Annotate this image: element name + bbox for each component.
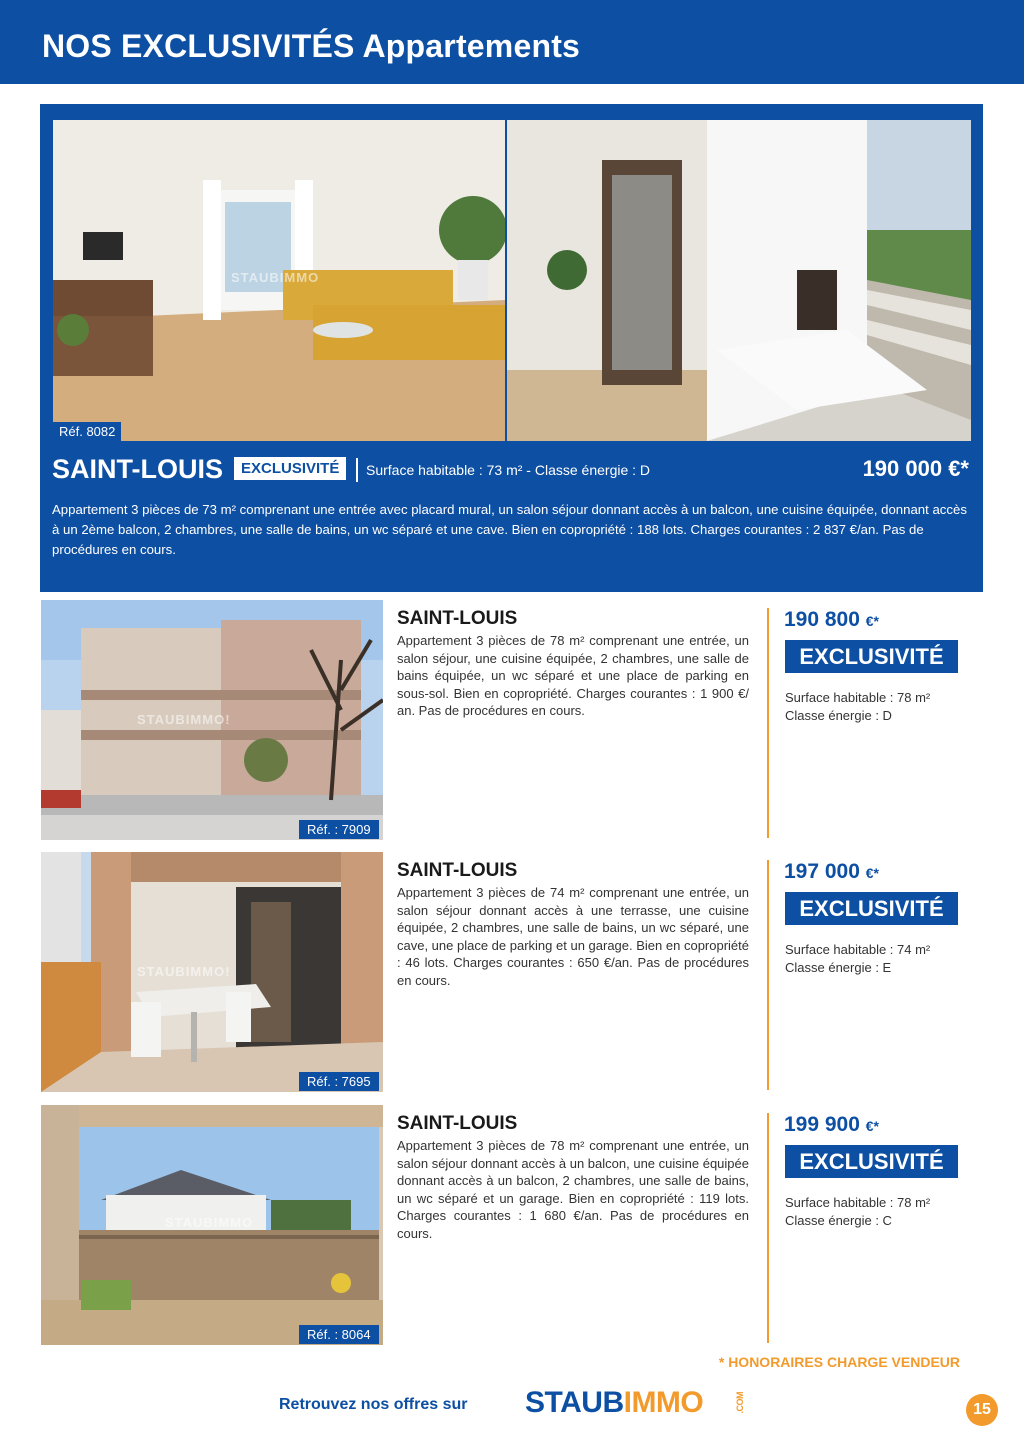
listing-ref-tag: Réf. : 8064 xyxy=(299,1325,379,1344)
listing-surface: Surface habitable : 74 m² xyxy=(785,942,931,957)
logo-part-immo: IMMO xyxy=(623,1386,704,1419)
photo-watermark: STAUBIMMO xyxy=(165,1215,254,1230)
price-currency: €* xyxy=(865,865,879,881)
staubimmo-logo[interactable] xyxy=(525,1386,745,1420)
listing-exclusive-badge: EXCLUSIVITÉ xyxy=(785,640,958,673)
listing-energy-class: Classe énergie : E xyxy=(785,960,892,975)
logo-suffix: .COM xyxy=(735,1392,745,1414)
listing-ref-tag: Réf. : 7695 xyxy=(299,1072,379,1091)
listing-price xyxy=(784,1113,879,1137)
featured-price: 190 000 €* xyxy=(862,456,969,481)
listing-city: SAINT-LOUIS xyxy=(397,860,518,881)
listing-surface: Surface habitable : 78 m² xyxy=(785,1195,931,1210)
featured-description: Appartement 3 pièces de 73 m² comprenant une entrée avec placard mural, un salon séjour donnant accès à un balcon, une cuisine équipée, donnant accès à un 2ème balcon, 2 chambres, une salle de bains, un wc séparé et une cave. Bien en copropriété : 188 lots. Charges courantes : 2 837 €/an. Pas de procédures en cours. xyxy=(52,502,967,557)
listing-price xyxy=(784,608,879,632)
listing-card[interactable] xyxy=(41,1105,991,1345)
photo-watermark: STAUBIMMO xyxy=(231,270,320,285)
photo-watermark: STAUBIMMO! xyxy=(137,712,231,727)
listing-city: SAINT-LOUIS xyxy=(397,1113,518,1134)
listing-exclusive-badge: EXCLUSIVITÉ xyxy=(785,1145,958,1178)
listing-divider xyxy=(767,1113,769,1343)
listing-photo-building[interactable] xyxy=(41,600,383,840)
listing-city: SAINT-LOUIS xyxy=(397,608,518,629)
listing-card[interactable] xyxy=(41,852,991,1092)
price-currency: €* xyxy=(865,1118,879,1134)
featured-photo-balcony[interactable] xyxy=(507,120,971,441)
featured-listing[interactable] xyxy=(40,104,983,592)
featured-separator xyxy=(356,458,358,482)
listing-energy-class: Classe énergie : C xyxy=(785,1213,892,1228)
featured-ref-tag: Réf. 8082 xyxy=(53,422,121,441)
featured-city: SAINT-LOUIS xyxy=(52,454,224,484)
offers-text: Retrouvez nos offres sur xyxy=(279,1396,468,1413)
listing-ref-tag: Réf. : 7909 xyxy=(299,820,379,839)
listing-description: Appartement 3 pièces de 78 m² comprenant une entrée, un salon séjour donnant accès à un balcon, une cuisine équipée donnant accès à un balcon, 2 chambres, une salle de bains, un wc séparé et un garage. Bien en copropriété : 119 lots. Charges courantes : 1 680 €/an. Pas de procédures en cours. xyxy=(397,1138,749,1241)
price-amount: 199 900 xyxy=(784,1113,860,1136)
listing-photo-terrace[interactable] xyxy=(41,852,383,1092)
page-title: NOS EXCLUSIVITÉS Appartements xyxy=(42,28,581,64)
featured-exclusive-badge: EXCLUSIVITÉ xyxy=(234,457,346,480)
listing-description: Appartement 3 pièces de 74 m² comprenant une entrée, un salon séjour donnant accès à une terrasse, une cuisine équipée, 2 chambres, une salle de bains, un wc séparé, une cave, une place de parking et un garage. Bien en copropriété : 46 lots. Charges courantes : 650 €/an. Pas de procédures en cours. xyxy=(397,885,749,988)
listing-surface: Surface habitable : 78 m² xyxy=(785,690,931,705)
listing-photo-balcony-view[interactable] xyxy=(41,1105,383,1345)
listing-divider xyxy=(767,608,769,838)
listing-card[interactable] xyxy=(41,600,991,840)
featured-photo-living-room[interactable] xyxy=(53,120,505,441)
price-amount: 197 000 xyxy=(784,860,860,883)
photo-watermark: STAUBIMMO! xyxy=(137,964,231,979)
price-amount: 190 800 xyxy=(784,608,860,631)
featured-surface-energy: Surface habitable : 73 m² - Classe énergie : D xyxy=(366,462,651,478)
fees-note: * HONORAIRES CHARGE VENDEUR xyxy=(718,1354,960,1370)
logo-part-staub: STAUB xyxy=(525,1386,624,1419)
header-bar xyxy=(0,0,1024,84)
page-number: 15 xyxy=(966,1394,998,1426)
listing-description: Appartement 3 pièces de 78 m² comprenant une entrée, un salon séjour, une cuisine équipée, 2 chambres, une salle de bains équipée, un wc séparé et une place de parking en sous-sol. Bien en copropriété. Charges courantes : 1 900 €/ an. Pas de procédures en cours. xyxy=(397,633,749,719)
listing-divider xyxy=(767,860,769,1090)
listing-energy-class: Classe énergie : D xyxy=(785,708,892,723)
price-currency: €* xyxy=(865,613,879,629)
listing-price xyxy=(784,860,879,884)
listing-exclusive-badge: EXCLUSIVITÉ xyxy=(785,892,958,925)
